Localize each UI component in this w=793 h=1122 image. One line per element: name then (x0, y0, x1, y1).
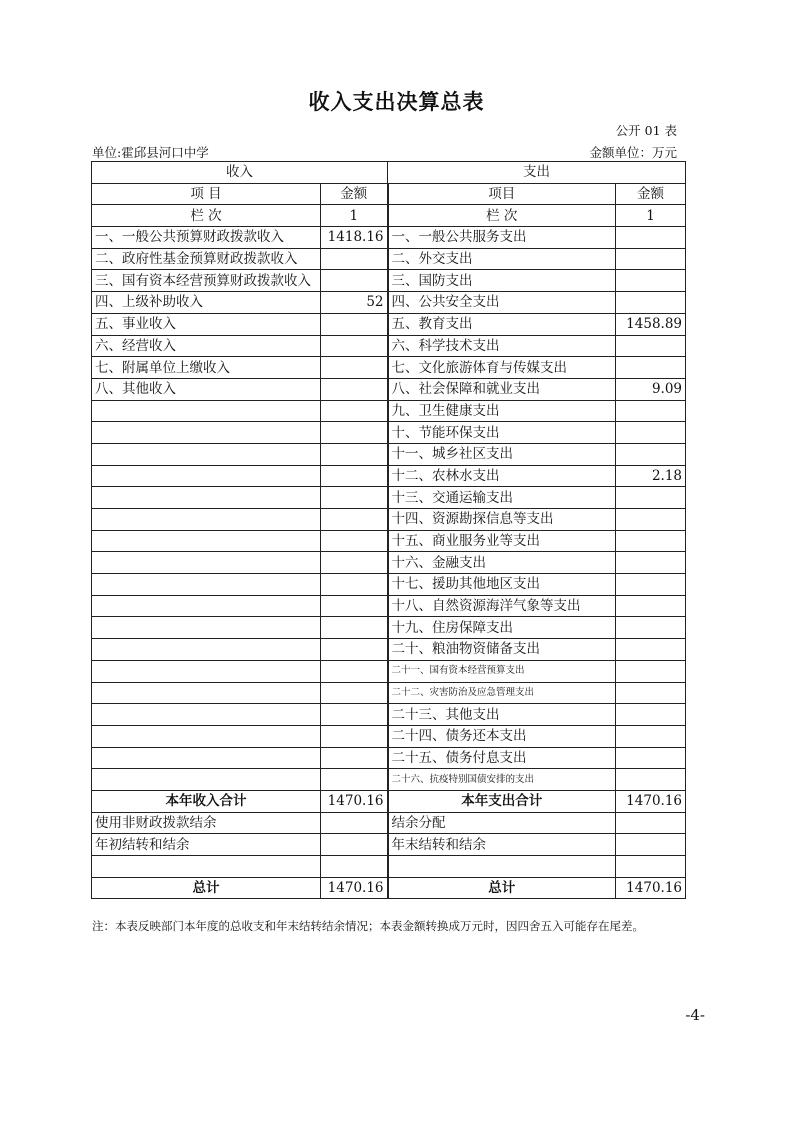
income-item-label: 七、附属单位上缴收入 (92, 357, 321, 379)
income-item-label: 八、其他收入 (92, 378, 321, 400)
table-row (92, 725, 686, 747)
table-row (92, 313, 686, 335)
table-row (92, 422, 686, 444)
income-col-label: 栏 次 (92, 205, 321, 227)
unit-name: 单位:霍邱县河口中学 (92, 145, 209, 160)
header-row-section (92, 162, 686, 184)
table-row (92, 769, 686, 791)
page-number: -4- (685, 1006, 705, 1024)
extra-row-income-label: 年初结转和结余 (92, 834, 321, 856)
expense-item-amount (616, 248, 686, 270)
table-row (92, 509, 686, 531)
header-row-colnum (92, 205, 686, 227)
income-item-label: 一、一般公共预算财政拨款收入 (92, 227, 321, 249)
expense-item-amount (616, 270, 686, 292)
expense-item-amount: 2.18 (616, 465, 686, 487)
year-total-row-expense-label: 本年支出合计 (388, 790, 616, 812)
table-row (92, 248, 686, 270)
table-row (92, 595, 686, 617)
expense-item-label: 十五、商业服务业等支出 (388, 530, 616, 552)
income-item-label (92, 552, 321, 574)
table-row (92, 530, 686, 552)
expense-item-amount (616, 595, 686, 617)
expense-item-amount (616, 509, 686, 531)
expense-item-label: 五、教育支出 (388, 313, 616, 335)
expense-item-label: 十二、农林水支出 (388, 465, 616, 487)
income-item-label (92, 400, 321, 422)
expense-item-label: 十九、住房保障支出 (388, 617, 616, 639)
expense-item-amount (616, 769, 686, 791)
expense-item-label: 十四、资源勘探信息等支出 (388, 509, 616, 531)
expense-item-header: 项目 (388, 183, 616, 205)
expense-item-amount (616, 487, 686, 509)
extra-row-expense-label: 结余分配 (388, 812, 616, 834)
extra-row-expense-amount (616, 834, 686, 856)
blank-row-expense-amount (616, 856, 686, 878)
expense-item-label: 十八、自然资源海洋气象等支出 (388, 595, 616, 617)
income-item-amount (321, 617, 388, 639)
expense-item-label: 十一、城乡社区支出 (388, 443, 616, 465)
expense-item-label: 六、科学技术支出 (388, 335, 616, 357)
table-row (92, 660, 686, 682)
income-item-label: 三、国有资本经营预算财政拨款收入 (92, 270, 321, 292)
income-item-amount (321, 552, 388, 574)
blank-row (92, 856, 686, 878)
expense-item-amount (616, 725, 686, 747)
expense-item-amount (616, 574, 686, 596)
income-item-amount (321, 378, 388, 400)
expense-col-label: 栏 次 (388, 205, 616, 227)
expense-item-label: 二十二、灾害防治及应急管理支出 (388, 682, 616, 704)
extra-row (92, 834, 686, 856)
expense-item-label: 十、节能环保支出 (388, 422, 616, 444)
expense-item-amount: 1458.89 (616, 313, 686, 335)
income-item-label: 五、事业收入 (92, 313, 321, 335)
income-col-num: 1 (321, 205, 388, 227)
income-item-amount (321, 769, 388, 791)
income-item-amount (321, 487, 388, 509)
income-item-header: 项 目 (92, 183, 321, 205)
income-item-label (92, 465, 321, 487)
income-item-amount: 52 (321, 292, 388, 314)
table-row (92, 227, 686, 249)
extra-row-income-label: 使用非财政拨款结余 (92, 812, 321, 834)
table-row (92, 292, 686, 314)
extra-row (92, 812, 686, 834)
expense-col-num: 1 (616, 205, 686, 227)
budget-summary-table (91, 161, 686, 899)
income-item-amount (321, 574, 388, 596)
extra-row-income-amount (321, 812, 388, 834)
income-item-label (92, 509, 321, 531)
expense-item-label: 八、社会保障和就业支出 (388, 378, 616, 400)
table-row (92, 378, 686, 400)
income-item-amount (321, 509, 388, 531)
income-item-amount (321, 313, 388, 335)
extra-row-income-amount (321, 834, 388, 856)
expense-item-label: 二十一、国有资本经营预算支出 (388, 660, 616, 682)
table-row (92, 639, 686, 661)
income-item-amount (321, 660, 388, 682)
income-item-amount (321, 595, 388, 617)
expense-item-label: 二十五、债务付息支出 (388, 747, 616, 769)
footnote: 注：本表反映部门本年度的总收支和年末结转结余情况；本表金额转换成万元时，因四舍五入可能存在尾差。 (92, 919, 644, 933)
income-item-amount (321, 422, 388, 444)
table-row (92, 747, 686, 769)
income-item-amount (321, 704, 388, 726)
expense-item-label: 二十三、其他支出 (388, 704, 616, 726)
expense-item-amount (616, 704, 686, 726)
year-total-row-income-amount: 1470.16 (321, 790, 388, 812)
income-item-label (92, 443, 321, 465)
expense-header: 支出 (388, 162, 686, 184)
expense-item-amount: 9.09 (616, 378, 686, 400)
table-row (92, 357, 686, 379)
table-row (92, 270, 686, 292)
income-item-label (92, 595, 321, 617)
year-total-row-income-label: 本年收入合计 (92, 790, 321, 812)
expense-item-amount (616, 227, 686, 249)
income-item-amount (321, 530, 388, 552)
income-item-amount (321, 725, 388, 747)
expense-item-label: 二、外交支出 (388, 248, 616, 270)
expense-item-label: 九、卫生健康支出 (388, 400, 616, 422)
income-item-label: 二、政府性基金预算财政拨款收入 (92, 248, 321, 270)
expense-item-amount (616, 747, 686, 769)
income-item-label: 六、经营收入 (92, 335, 321, 357)
table-row (92, 682, 686, 704)
expense-item-label: 七、文化旅游体育与传媒支出 (388, 357, 616, 379)
expense-item-label: 二十、粮油物资储备支出 (388, 639, 616, 661)
income-item-amount (321, 443, 388, 465)
income-item-amount (321, 270, 388, 292)
expense-item-label: 一、一般公共服务支出 (388, 227, 616, 249)
grand-total-row (92, 877, 686, 899)
income-item-label (92, 769, 321, 791)
expense-item-amount (616, 357, 686, 379)
amount-unit: 金额单位：万元 (589, 145, 677, 160)
income-item-label (92, 422, 321, 444)
table-row (92, 487, 686, 509)
grand-total-row-expense-label: 总计 (388, 877, 616, 899)
grand-total-row-income-amount: 1470.16 (321, 877, 388, 899)
extra-row-expense-label: 年末结转和结余 (388, 834, 616, 856)
income-item-label (92, 617, 321, 639)
expense-item-amount (616, 400, 686, 422)
expense-amount-header: 金额 (616, 183, 686, 205)
income-item-amount (321, 682, 388, 704)
expense-item-amount (616, 422, 686, 444)
page-title: 收入支出决算总表 (308, 89, 485, 114)
income-item-label (92, 704, 321, 726)
blank-row-expense-label (388, 856, 616, 878)
table-row (92, 443, 686, 465)
blank-row-income-label (92, 856, 321, 878)
income-item-amount (321, 357, 388, 379)
income-item-label (92, 682, 321, 704)
income-item-amount (321, 465, 388, 487)
table-row (92, 704, 686, 726)
year-total-row-expense-amount: 1470.16 (616, 790, 686, 812)
income-item-label (92, 639, 321, 661)
income-item-label: 四、上级补助收入 (92, 292, 321, 314)
table-row (92, 465, 686, 487)
income-item-amount: 1418.16 (321, 227, 388, 249)
income-item-label (92, 574, 321, 596)
income-amount-header: 金额 (321, 183, 388, 205)
table-row (92, 574, 686, 596)
income-item-amount (321, 400, 388, 422)
expense-item-label: 十七、援助其他地区支出 (388, 574, 616, 596)
income-item-label (92, 660, 321, 682)
extra-row-expense-amount (616, 812, 686, 834)
expense-item-amount (616, 292, 686, 314)
expense-item-label: 十三、交通运输支出 (388, 487, 616, 509)
expense-item-label: 三、国防支出 (388, 270, 616, 292)
expense-item-label: 二十六、抗疫特别国债安排的支出 (388, 769, 616, 791)
expense-item-amount (616, 552, 686, 574)
income-item-amount (321, 335, 388, 357)
expense-item-amount (616, 682, 686, 704)
year-total-row (92, 790, 686, 812)
grand-total-row-expense-amount: 1470.16 (616, 877, 686, 899)
header-row-columns (92, 183, 686, 205)
expense-item-label: 十六、金融支出 (388, 552, 616, 574)
grand-total-row-income-label: 总计 (92, 877, 321, 899)
expense-item-amount (616, 617, 686, 639)
income-item-label (92, 747, 321, 769)
expense-item-label: 二十四、债务还本支出 (388, 725, 616, 747)
blank-row-income-amount (321, 856, 388, 878)
income-header: 收入 (92, 162, 388, 184)
table-row (92, 617, 686, 639)
expense-item-amount (616, 443, 686, 465)
income-item-amount (321, 639, 388, 661)
expense-item-amount (616, 530, 686, 552)
expense-item-amount (616, 639, 686, 661)
income-item-amount (321, 248, 388, 270)
table-row (92, 335, 686, 357)
table-row (92, 400, 686, 422)
expense-item-label: 四、公共安全支出 (388, 292, 616, 314)
income-item-amount (321, 747, 388, 769)
income-item-label (92, 725, 321, 747)
table-row (92, 552, 686, 574)
expense-item-amount (616, 660, 686, 682)
expense-item-amount (616, 335, 686, 357)
income-item-label (92, 487, 321, 509)
form-number: 公开 01 表 (615, 123, 677, 138)
income-item-label (92, 530, 321, 552)
